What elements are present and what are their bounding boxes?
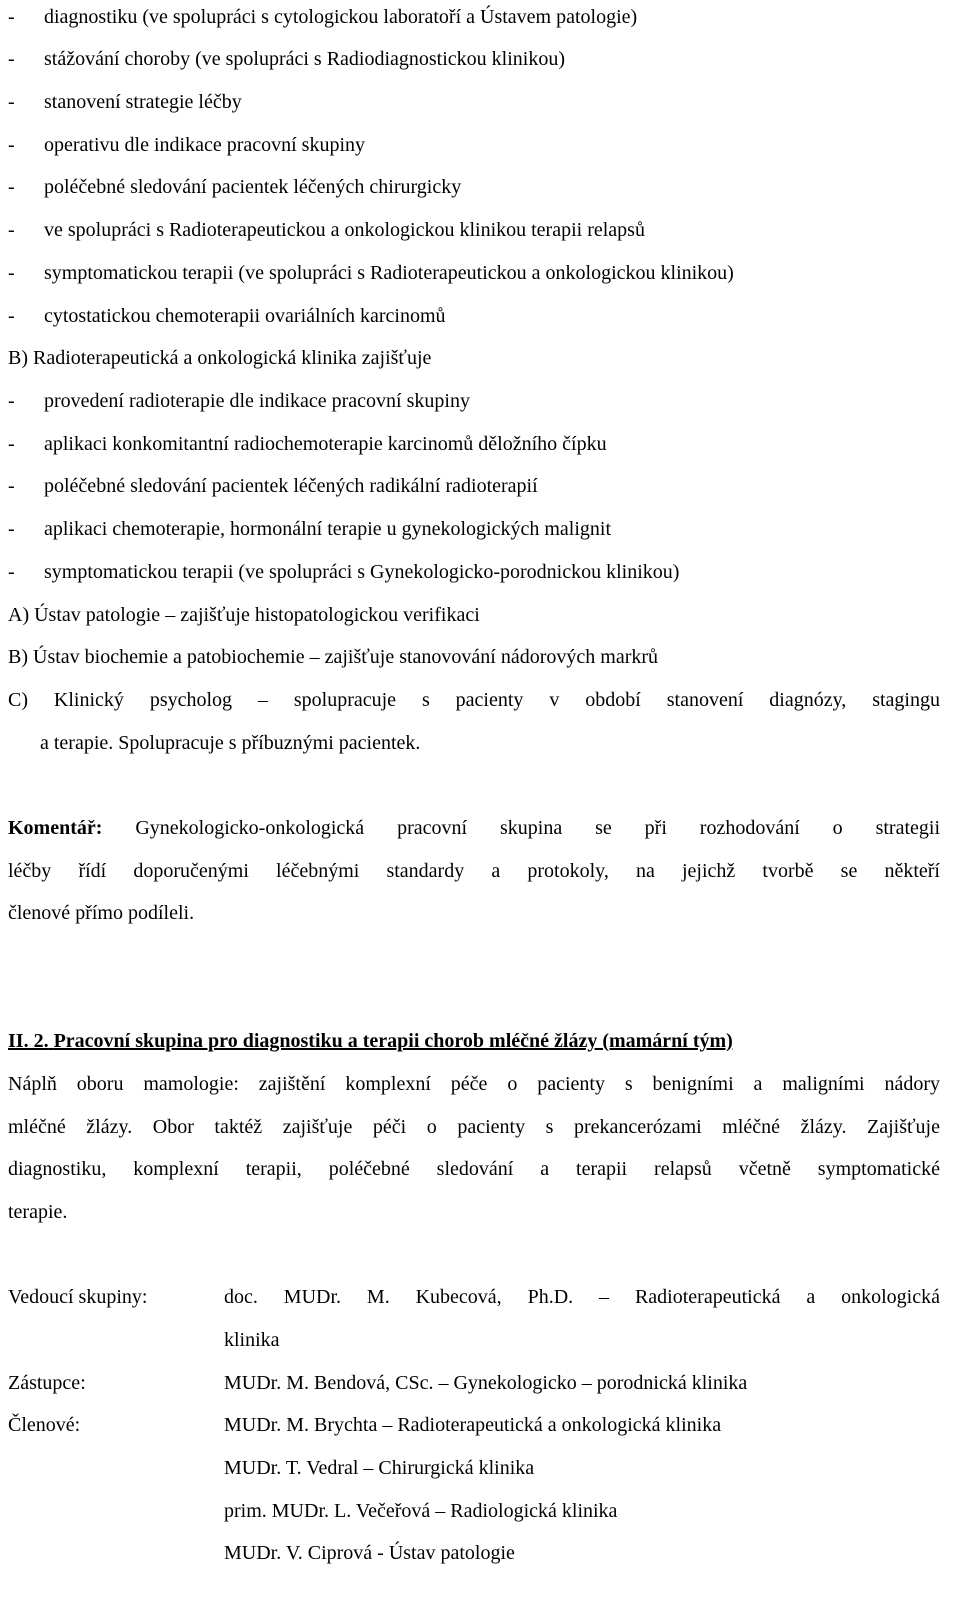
leader-name: doc. MUDr. M. Kubecová, Ph.D. – Radioterapeutická a onkologická <box>224 1286 940 1308</box>
list-item: - provedení radioterapie dle indikace pracovní skupiny <box>8 390 470 412</box>
member-item: prim. MUDr. L. Večeřová – Radiologická klinika <box>224 1500 618 1522</box>
members-label: Členové: <box>8 1414 81 1436</box>
member-item: MUDr. M. Brychta – Radioterapeutická a onkologická klinika <box>224 1414 722 1436</box>
list-item: - cytostatickou chemoterapii ovariálních karcinomů <box>8 305 446 327</box>
list-item: - aplikaci chemoterapie, hormonální terapie u gynekologických malignit <box>8 518 612 540</box>
comment-line: členové přímo podíleli. <box>8 902 195 924</box>
deputy-label: Zástupce: <box>8 1372 86 1394</box>
unit-psychologist: C) Klinický psycholog – spolupracuje s pacienty v období stanovení diagnózy, stagingu <box>8 689 940 711</box>
deputy-name: MUDr. M. Bendová, CSc. – Gynekologicko – porodnická klinika <box>224 1372 748 1394</box>
list-item: - symptomatickou terapii (ve spolupráci s Gynekologicko-porodnickou klinikou) <box>8 561 680 583</box>
section-paragraph: diagnostiku, komplexní terapii, poléčebné sledování a terapii relapsů včetně symptomatické <box>8 1158 940 1180</box>
list-item: - stážování choroby (ve spolupráci s Radiodiagnostickou klinikou) <box>8 48 566 70</box>
leader-label: Vedoucí skupiny: <box>8 1286 148 1308</box>
comment-line: léčby řídí doporučenými léčebnými standardy a protokoly, na jejichž tvorbě se někteří <box>8 860 940 882</box>
list-item: - ve spolupráci s Radioterapeutickou a onkologickou klinikou terapii relapsů <box>8 219 645 241</box>
comment-line: Komentář: Gynekologicko-onkologická pracovní skupina se při rozhodování o strategii <box>8 817 941 839</box>
section-title: II. 2. Pracovní skupina pro diagnostiku a terapii chorob mléčné žlázy (mamární tým) <box>8 1030 733 1052</box>
list-item: - poléčebné sledování pacientek léčených radikální radioterapií <box>8 475 538 497</box>
list-item: - diagnostiku (ve spolupráci s cytologickou laboratoří a Ústavem patologie) <box>8 6 638 28</box>
list-item: - aplikaci konkomitantní radiochemoterapie karcinomů děložního čípku <box>8 433 607 455</box>
unit-pathology: A) Ústav patologie – zajišťuje histopatologickou verifikaci <box>8 604 480 626</box>
comment-label: Komentář: <box>8 817 103 839</box>
list-item: - symptomatickou terapii (ve spolupráci s Radioterapeutickou a onkologickou klinikou) <box>8 262 734 284</box>
list-item: - operativu dle indikace pracovní skupiny <box>8 134 366 156</box>
member-item: MUDr. V. Ciprová - Ústav patologie <box>224 1542 515 1564</box>
section-paragraph: Náplň oboru mamologie: zajištění komplexní péče o pacienty s benigními a maligními nádory <box>8 1073 940 1095</box>
unit-psychologist-cont: a terapie. Spolupracuje s příbuznými pacientek. <box>40 732 421 754</box>
list-item: - poléčebné sledování pacientek léčených chirurgicky <box>8 176 462 198</box>
member-item: MUDr. T. Vedral – Chirurgická klinika <box>224 1457 535 1479</box>
list-item: - stanovení strategie léčby <box>8 91 242 113</box>
section-paragraph: mléčné žlázy. Obor taktéž zajišťuje péči o pacienty s prekancerózami mléčné žlázy. Zajišťuje <box>8 1116 940 1138</box>
section-heading: B) Radioterapeutická a onkologická klinika zajišťuje <box>8 347 432 369</box>
section-paragraph: terapie. <box>8 1201 68 1223</box>
unit-biochemistry: B) Ústav biochemie a patobiochemie – zajišťuje stanovování nádorových markrů <box>8 646 659 668</box>
leader-name-cont: klinika <box>224 1329 280 1351</box>
